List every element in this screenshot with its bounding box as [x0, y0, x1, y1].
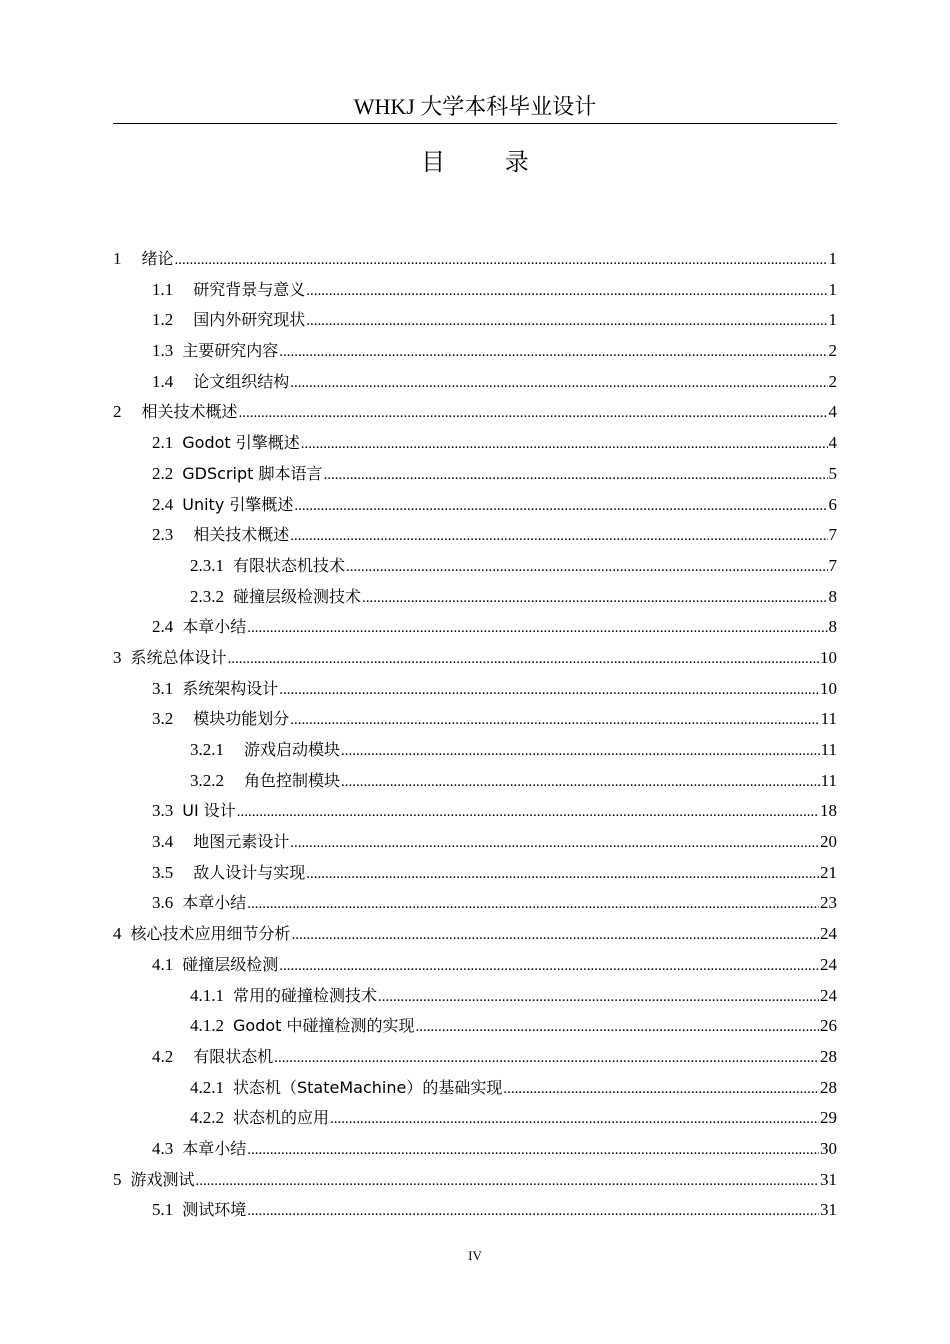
toc-entry-number: 2.2	[152, 463, 174, 483]
toc-entry-number: 2.3.2	[190, 586, 224, 606]
toc-entry-number: 4.1.1	[190, 985, 224, 1005]
toc-entry[interactable]	[113, 428, 837, 459]
toc-entry-page: 31	[820, 1200, 837, 1220]
toc-entry-page: 5	[828, 463, 837, 483]
toc-entry-title: 论文组织结构	[193, 371, 290, 391]
toc-entry[interactable]	[113, 397, 837, 428]
toc-entry-page: 11	[820, 770, 837, 790]
toc-entry-page: 18	[820, 801, 837, 821]
toc-entry[interactable]	[113, 796, 837, 827]
toc-entry-title: 本章小结	[182, 893, 247, 913]
toc-entry-page: 4	[828, 402, 837, 422]
toc-entry-number: 4	[113, 924, 122, 944]
toc-entry[interactable]	[113, 459, 837, 490]
toc-title: 目 录	[421, 148, 555, 176]
toc-entry-page: 11	[820, 740, 837, 759]
toc-entry-title: 研究背景与意义	[193, 279, 306, 299]
dot-leader	[247, 612, 827, 644]
dot-leader	[330, 1103, 819, 1135]
toc-entry-title: 状态机（StateMachine）的基础实现	[233, 1077, 503, 1097]
dot-leader	[247, 1134, 819, 1166]
toc-entry[interactable]	[113, 1042, 837, 1073]
dot-leader	[247, 1195, 819, 1227]
toc-entry-number: 5.1	[152, 1200, 174, 1220]
toc-entry-page: 26	[820, 1016, 837, 1036]
toc-entry-number: 2	[113, 402, 122, 422]
toc-entry[interactable]	[113, 981, 837, 1012]
dot-leader	[237, 796, 819, 828]
toc-entry-page: 29	[820, 1108, 837, 1128]
toc-entry[interactable]	[113, 1195, 837, 1226]
dot-leader	[290, 827, 819, 859]
toc-entry-number: 3.2.1	[190, 740, 224, 759]
toc-entry-title: Unity 引擎概述	[182, 494, 294, 514]
toc-entry[interactable]	[113, 827, 837, 858]
toc-entry[interactable]	[113, 305, 837, 336]
toc-entry[interactable]	[113, 858, 837, 889]
toc-entry-title: Godot 引擎概述	[182, 433, 300, 453]
toc-entry-number: 1.2	[152, 310, 174, 330]
toc-entry-number: 4.2	[152, 1046, 174, 1066]
toc-entry-number: 2.1	[152, 433, 174, 453]
dot-leader	[362, 582, 827, 614]
toc-entry-title: 模块功能划分	[193, 709, 290, 729]
toc-entry[interactable]	[113, 336, 837, 367]
toc-entry-title: 测试环境	[182, 1200, 247, 1220]
dot-leader	[290, 520, 827, 552]
toc-entry-title: 相关技术概述	[193, 525, 290, 545]
dot-leader	[306, 305, 827, 337]
dot-leader	[306, 858, 819, 890]
toc-entry[interactable]	[113, 275, 837, 306]
toc-entry-number: 2.3.1	[190, 555, 224, 575]
toc-entry-title: 碰撞层级检测技术	[233, 586, 362, 606]
toc-entry-title: 敌人设计与实现	[193, 862, 306, 882]
dot-leader	[292, 919, 819, 951]
toc-entry-page: 7	[828, 555, 837, 575]
toc-entry-page: 31	[820, 1169, 837, 1189]
toc-entry[interactable]	[113, 919, 837, 950]
toc-entry-number: 5	[113, 1169, 122, 1189]
dot-leader	[341, 766, 820, 798]
toc-entry-title: 国内外研究现状	[193, 310, 306, 330]
toc-entry[interactable]	[113, 704, 837, 735]
toc-entry-title: 有限状态机	[193, 1046, 274, 1066]
toc-entry-page: 4	[828, 433, 837, 453]
toc-entry-title: 本章小结	[182, 1138, 247, 1158]
toc-entry-page: 24	[820, 985, 837, 1005]
toc-entry-title: 相关技术概述	[141, 402, 238, 422]
dot-leader	[341, 735, 820, 767]
toc-entry-page: 24	[820, 954, 837, 974]
dot-leader	[306, 275, 827, 307]
toc-entry-page: 1	[828, 279, 837, 299]
dot-leader	[378, 981, 819, 1013]
dot-leader	[196, 1165, 819, 1197]
toc-entry-number: 1.1	[152, 279, 174, 299]
toc-entry-number: 1.3	[152, 341, 174, 361]
toc-entry[interactable]	[113, 766, 837, 797]
dot-leader	[346, 551, 827, 583]
toc-entry-title: 游戏测试	[130, 1169, 195, 1189]
dot-leader	[228, 643, 819, 675]
dot-leader	[290, 704, 819, 736]
toc-entry-title: 系统总体设计	[130, 647, 227, 667]
toc-entry-title: 系统架构设计	[182, 678, 279, 698]
toc-entry-title: 游戏启动模块	[244, 740, 341, 759]
toc-entry-page: 11	[820, 709, 837, 729]
dot-leader	[301, 428, 828, 460]
toc-entry-number: 3.6	[152, 893, 174, 913]
toc-entry-number: 3.2	[152, 709, 174, 729]
dot-leader	[503, 1073, 819, 1105]
toc-entry-title: 核心技术应用细节分析	[130, 924, 291, 944]
toc-entry[interactable]	[113, 1103, 837, 1134]
toc-entry-title: GDScript 脚本语言	[182, 463, 323, 483]
toc-entry[interactable]	[113, 1134, 837, 1165]
toc-entry-page: 2	[828, 341, 837, 361]
toc-entry-page: 1	[828, 310, 837, 330]
toc-entry-number: 2.4	[152, 617, 174, 637]
toc-entry[interactable]	[113, 367, 837, 398]
toc-entry-number: 4.1.2	[190, 1016, 224, 1036]
toc-entry-number: 4.3	[152, 1138, 174, 1158]
toc-entry-page: 24	[820, 924, 837, 944]
toc-entry-title: 地图元素设计	[193, 832, 290, 852]
toc-entry-title: 状态机的应用	[233, 1108, 330, 1128]
toc-entry[interactable]	[113, 520, 837, 551]
dot-leader	[323, 459, 827, 491]
toc-entry[interactable]	[113, 888, 837, 919]
toc-entry[interactable]	[113, 950, 837, 981]
toc-entry-number: 2.4	[152, 494, 174, 514]
table-of-contents	[113, 244, 837, 1226]
toc-entry-title: UI 设计	[182, 801, 236, 821]
toc-entry-page: 28	[820, 1077, 837, 1097]
toc-entry-title: 角色控制模块	[244, 770, 341, 790]
toc-entry-title: 主要研究内容	[182, 341, 279, 361]
toc-entry[interactable]	[113, 1165, 837, 1196]
toc-entry-number: 3.2.2	[190, 770, 224, 790]
dot-leader	[290, 367, 827, 399]
toc-entry[interactable]	[113, 674, 837, 705]
toc-entry[interactable]	[113, 551, 837, 582]
toc-entry[interactable]	[113, 1073, 837, 1104]
toc-entry-page: 7	[828, 525, 837, 545]
toc-entry-page: 30	[820, 1138, 837, 1158]
dot-leader	[247, 888, 819, 920]
toc-entry[interactable]	[113, 244, 837, 275]
toc-entry-title: 有限状态机技术	[233, 555, 346, 575]
toc-entry-page: 2	[828, 371, 837, 391]
toc-entry-number: 1	[113, 249, 122, 268]
dot-leader	[416, 1011, 820, 1043]
page-number: IV	[468, 1248, 482, 1263]
toc-entry-number: 4.1	[152, 954, 174, 974]
toc-entry-page: 23	[820, 893, 837, 913]
toc-entry-page: 6	[828, 494, 837, 514]
toc-entry[interactable]	[113, 612, 837, 643]
toc-entry[interactable]	[113, 582, 837, 613]
dot-leader	[274, 1042, 819, 1074]
toc-entry-number: 4.2.2	[190, 1108, 224, 1128]
dot-leader	[239, 397, 828, 429]
toc-entry-title: 常用的碰撞检测技术	[233, 985, 378, 1005]
dot-leader	[294, 490, 827, 522]
toc-entry-page: 10	[820, 678, 837, 698]
toc-entry[interactable]	[113, 735, 837, 766]
dot-leader	[175, 244, 828, 276]
toc-entry-page: 21	[820, 862, 837, 882]
toc-entry-title: 碰撞层级检测	[182, 954, 279, 974]
dot-leader	[279, 674, 819, 706]
toc-entry-title: Godot 中碰撞检测的实现	[233, 1016, 415, 1036]
toc-entry-title: 绪论	[141, 249, 174, 268]
toc-entry-number: 3.5	[152, 862, 174, 882]
toc-entry-page: 1	[828, 249, 837, 268]
toc-entry-number: 3.3	[152, 801, 174, 821]
dot-leader	[279, 336, 827, 368]
dot-leader	[279, 950, 819, 982]
toc-entry-number: 2.3	[152, 525, 174, 545]
toc-entry-number: 3.1	[152, 678, 174, 698]
toc-entry-number: 3	[113, 647, 122, 667]
toc-entry[interactable]	[113, 1011, 837, 1042]
toc-entry-page: 28	[820, 1046, 837, 1066]
toc-entry-number: 4.2.1	[190, 1077, 224, 1097]
toc-entry-number: 1.4	[152, 371, 174, 391]
toc-entry-page: 20	[820, 832, 837, 852]
page-header: WHKJ 大学本科毕业设计	[113, 92, 837, 124]
toc-entry-number: 3.4	[152, 832, 174, 852]
toc-entry-page: 8	[828, 586, 837, 606]
toc-entry[interactable]	[113, 490, 837, 521]
toc-entry-title: 本章小结	[182, 617, 247, 637]
toc-entry-page: 8	[828, 617, 837, 637]
toc-entry[interactable]	[113, 643, 837, 674]
toc-entry-page: 10	[820, 647, 837, 667]
